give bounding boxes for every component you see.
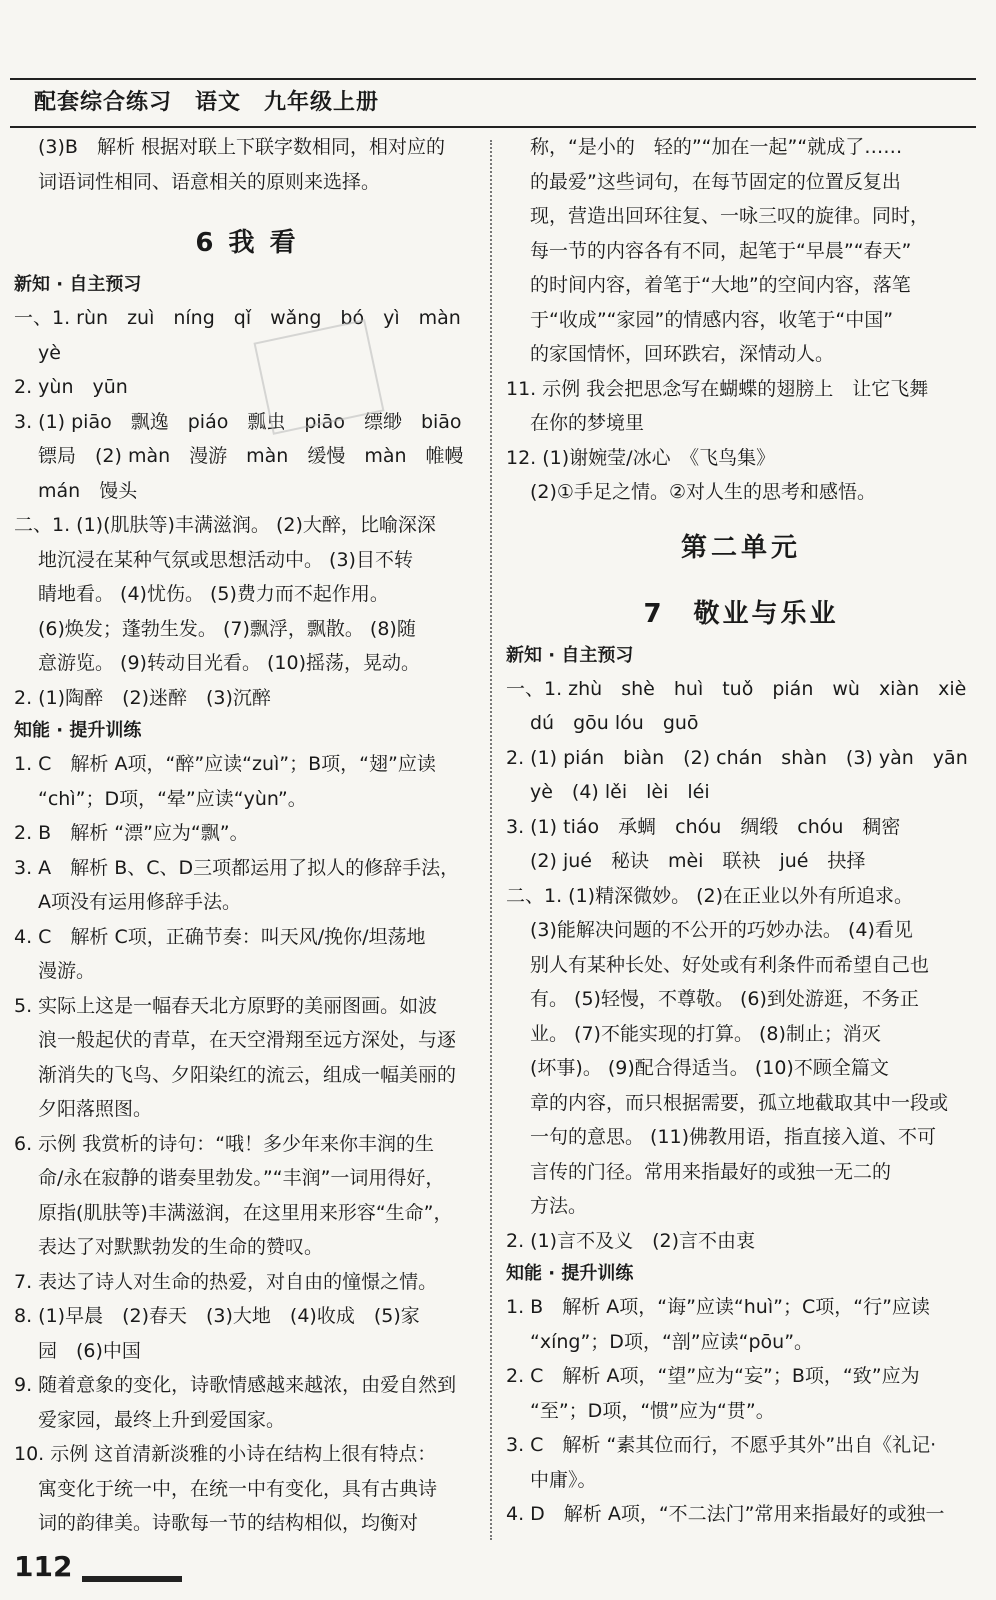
text-line: 词语词性相同、语意相关的原则来选择。 xyxy=(38,170,381,193)
text-line: 2. yùn yūn xyxy=(14,376,128,398)
text-line: 别人有某种长处、好处或有利条件而希望自己也 xyxy=(530,953,930,976)
text-line: “chì”；D项，“晕”应读“yùn”。 xyxy=(38,787,307,810)
text-line: 词的韵律美。诗歌每一节的结构相似，均衡对 xyxy=(38,1512,419,1534)
page-number: 112 xyxy=(14,1550,73,1583)
text-line: 的时间内容，着笔于“大地”的空间内容，落笔 xyxy=(530,274,911,296)
text-line: 一、1. rùn zuì níng qǐ wǎng bó yì màn xyxy=(14,307,461,329)
text-line: “xíng”；D项，“剖”应读“pōu”。 xyxy=(530,1330,814,1353)
text-line: 爱家园，最终上升到爱国家。 xyxy=(38,1408,286,1431)
text-line: 2. (1) pián biàn (2) chán shàn (3) yàn yān xyxy=(506,746,968,769)
text-line: 言传的门径。常用来指最好的或独一无二的 xyxy=(530,1160,892,1183)
text-line: 3. (1) piāo 飘逸 piáo 瓢虫 piāo 缥缈 biāo xyxy=(14,410,462,433)
unit-title: 第二单元 xyxy=(680,532,801,563)
text-line: 二、1. (1)(肌肤等)丰满滋润。 (2)大醉，比喻深深 xyxy=(14,514,436,536)
text-line: 3. A 解析 B、C、D三项都运用了拟人的修辞手法， xyxy=(14,856,460,879)
text-line: 1. C 解析 A项，“醉”应读“zuì”；B项，“翅”应读 xyxy=(14,753,436,775)
text-line: 章的内容，而只根据需要，孤立地截取其中一段或 xyxy=(530,1091,949,1114)
text-line: 中庸》。 xyxy=(530,1468,597,1491)
text-line: 11. 示例 我会把思念写在蝴蝶的翅膀上 让它飞舞 xyxy=(506,377,929,400)
text-line: 业。 (7)不能实现的打算。 (8)制止；消灭 xyxy=(530,1022,881,1045)
text-line: mán 馒头 xyxy=(38,479,138,502)
text-line: (3)能解决问题的不公开的巧妙办法。 (4)看见 xyxy=(530,919,913,941)
text-line: 3. C 解析 “素其位而行，不愿乎其外”出自《礼记· xyxy=(506,1434,937,1456)
subsection-heading: 知能 · 提升训练 xyxy=(506,1263,634,1284)
text-line: 现，营造出回环往复、一咏三叹的旋律。同时， xyxy=(530,205,930,227)
text-line: (坏事)。 (9)配合得适当。 (10)不顾全篇文 xyxy=(530,1057,889,1079)
text-line: 2. C 解析 A项，“望”应为“妄”；B项，“致”应为 xyxy=(506,1365,920,1387)
text-line: 4. D 解析 A项，“不二法门”常用来指最好的或独一 xyxy=(506,1503,945,1525)
text-line: 10. 示例 这首清新淡雅的小诗在结构上很有特点： xyxy=(14,1443,437,1465)
text-line: 5. 实际上这是一幅春天北方原野的美丽图画。如波 xyxy=(14,994,438,1017)
text-line: yè xyxy=(38,341,61,364)
text-line: A项没有运用修辞手法。 xyxy=(38,891,241,913)
text-line: 每一节的内容各有不同，起笔于“早晨”“春天” xyxy=(530,239,912,262)
text-line: 镖局 (2) màn 漫游 màn 缓慢 màn 帷幔 xyxy=(38,445,464,467)
text-line: 园 (6)中国 xyxy=(38,1339,141,1362)
footer-bar xyxy=(82,1576,182,1582)
text-line: 2. (1)言不及义 (2)言不由衷 xyxy=(506,1229,755,1252)
text-line: 2. (1)陶醉 (2)迷醉 (3)沉醉 xyxy=(14,686,271,709)
text-line: 于“收成”“家园”的情感内容，收笔于“中国” xyxy=(530,308,894,331)
text-line: 的最爱”这些词句，在每节固定的位置反复出 xyxy=(530,170,901,193)
text-line: 地沉浸在某种气氛或思想活动中。 (3)目不转 xyxy=(38,548,413,571)
text-line: 夕阳落照图。 xyxy=(38,1098,153,1120)
subsection-heading: 知能 · 提升训练 xyxy=(14,720,142,741)
text-line: (2)①手足之情。②对人生的思考和感悟。 xyxy=(530,481,876,503)
text-line: 渐消失的飞鸟、夕阳染红的流云，组成一幅美丽的 xyxy=(38,1063,457,1086)
text-line: 12. (1)谢婉莹/冰心 《飞鸟集》 xyxy=(506,446,776,469)
text-line: 6. 示例 我赏析的诗句：“哦！多少年来你丰润的生 xyxy=(14,1132,435,1155)
text-line: 表达了对默默勃发的生命的赞叹。 xyxy=(38,1236,324,1258)
section-title: 7 敬业与乐业 xyxy=(643,598,839,629)
header-title: 配套综合练习 语文 九年级上册 xyxy=(34,90,380,115)
text-line: 2. B 解析 “漂”应为“飘”。 xyxy=(14,822,249,844)
text-line: “至”；D项，“惯”应为“贯”。 xyxy=(530,1399,775,1422)
text-line: 方法。 xyxy=(530,1195,588,1217)
text-line: 一句的意思。 (11)佛教用语，指直接入道、不可 xyxy=(530,1126,937,1148)
subsection-heading: 新知 · 自主预习 xyxy=(14,274,142,295)
text-line: (2) jué 秘诀 mèi 联袂 jué 抉择 xyxy=(530,850,866,872)
text-line: 一、1. zhù shè huì tuǒ pián wù xiàn xiè xyxy=(506,677,967,700)
text-line: 漫游。 xyxy=(38,960,96,982)
right-column xyxy=(506,130,976,1540)
text-line: 有。 (5)轻慢，不尊敬。 (6)到处游逛，不务正 xyxy=(530,988,919,1010)
text-line: 3. (1) tiáo 承蜩 chóu 绸缎 chóu 稠密 xyxy=(506,815,901,838)
text-line: 4. C 解析 C项，正确节奏：叫天风/挽你/坦荡地 xyxy=(14,925,426,948)
text-line: 睛地看。 (4)忧伤。 (5)费力而不起作用。 xyxy=(38,583,389,605)
text-line: 7. 表达了诗人对生命的热爱，对自由的憧憬之情。 xyxy=(14,1270,438,1293)
text-line: 在你的梦境里 xyxy=(530,412,645,434)
text-line: 称，“是小的 轻的”“加在一起”“就成了…… xyxy=(530,136,903,158)
left-column xyxy=(14,130,480,1540)
text-line: 1. B 解析 A项，“诲”应读“huì”；C项，“行”应读 xyxy=(506,1296,930,1318)
text-line: 浪一般起伏的青草，在天空滑翔至远方深处，与逐 xyxy=(38,1029,457,1051)
text-line: (6)焕发；蓬勃生发。 (7)飘浮，飘散。 (8)随 xyxy=(38,617,416,640)
text-line: 二、1. (1)精深微妙。 (2)在正业以外有所追求。 xyxy=(506,884,914,907)
text-line: 9. 随着意象的变化，诗歌情感越来越浓，由爱自然到 xyxy=(14,1374,457,1396)
page-footer xyxy=(14,1544,414,1600)
text-line: 寓变化于统一中，在统一中有变化，具有古典诗 xyxy=(38,1477,438,1500)
text-line: 原指(肌肤等)丰满滋润，在这里用来形容“生命”， xyxy=(38,1201,453,1224)
column-divider xyxy=(490,140,492,1540)
text-line: 命/永在寂静的谐奏里勃发。”“丰润”一词用得好， xyxy=(38,1167,445,1189)
section-title: 6 我 看 xyxy=(195,228,299,258)
text-line: 意游览。 (9)转动目光看。 (10)摇荡，晃动。 xyxy=(38,652,420,674)
page-header xyxy=(10,78,976,128)
subsection-heading: 新知 · 自主预习 xyxy=(506,644,634,666)
text-line: (3)B 解析 根据对联上下联字数相同，相对应的 xyxy=(38,136,445,158)
text-line: yè (4) lěi lèi léi xyxy=(530,781,710,803)
text-line: dú gōu lóu guō xyxy=(530,712,699,734)
text-line: 的家国情怀，回环跌宕，深情动人。 xyxy=(530,343,835,365)
text-line: 8. (1)早晨 (2)春天 (3)大地 (4)收成 (5)家 xyxy=(14,1305,420,1327)
